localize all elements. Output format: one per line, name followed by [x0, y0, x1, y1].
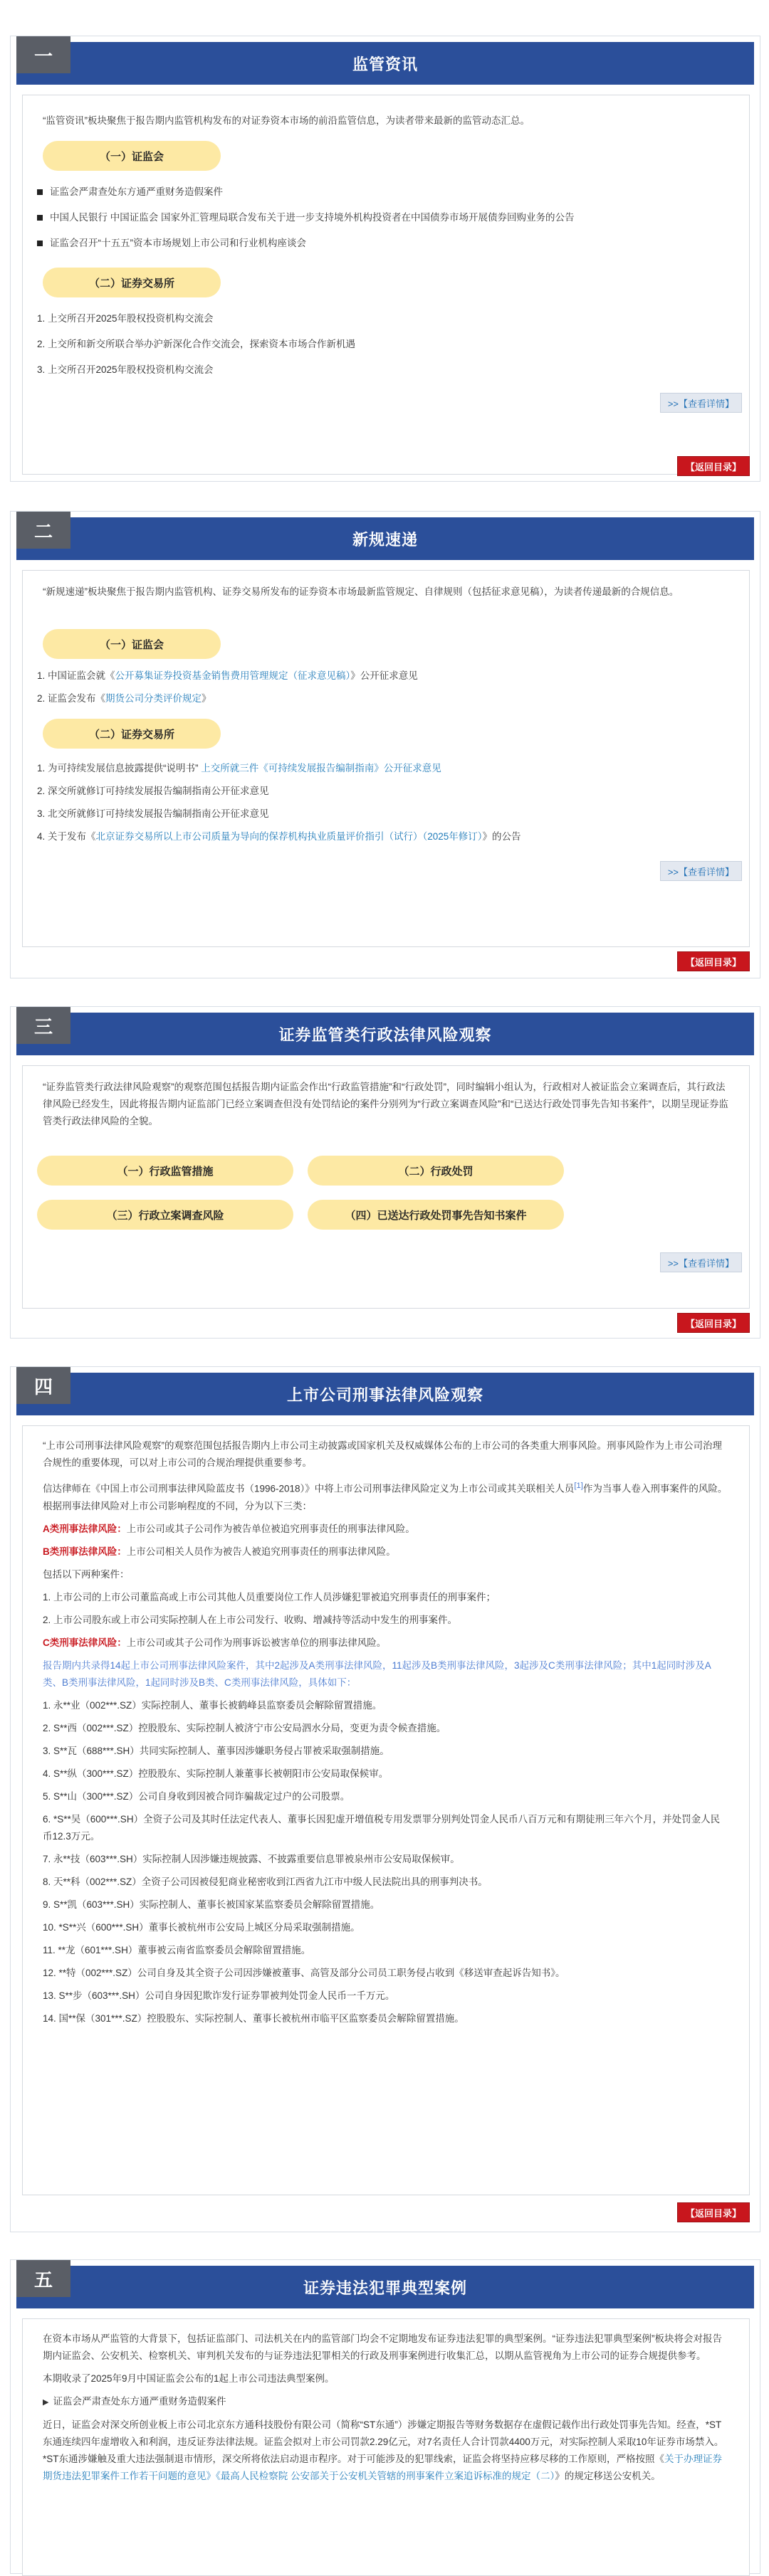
subsection-pill: （二）证券交易所 — [43, 719, 221, 749]
case-link[interactable]: 关于办理证券期货违法犯罪案件工作若干问题的意见》《最高人民检察院 公安部关于公安机关管辖的刑事案件立案追诉标准的规定（二） — [43, 2454, 723, 2481]
category-text: 上市公司或其子公司作为被告单位被追究刑事责任的刑事法律风险。 — [126, 1523, 415, 1534]
section-intro: “上市公司刑事法律风险观察”的观察范围包括报告期内上市公司主动披露或国家机关及权威媒体公布的上市公司的各类重大刑事风险。刑事风险作为上市公司治理合规性的重要体现，可以对上市公司的合规治理提供重要参考。 — [43, 1440, 722, 1468]
category-text: 上市公司或其子公司作为刑事诉讼被害单位的刑事法律风险。 — [126, 1637, 387, 1648]
subsection-pill[interactable]: （四）已送达行政处罚事先告知书案件 — [308, 1200, 564, 1230]
section-intro: “证券监管类行政法律风险观察”的观察范围包括报告期内证监会作出“行政监管措施”和“行政处罚”，同时编辑小组认为，行政相对人被证监会立案调查后，其行政法律风险已经发生，因此将报告期内证监部门已经立案调查但没有处罚结论的案件分别列为“行政立案调查风险”和“已送达行政处罚事先告知书案件”，以期呈现证券监管类行政法律风险的全貌。 — [43, 1082, 728, 1126]
subsection-pill[interactable]: （一）行政监管措施 — [37, 1156, 293, 1186]
rule-text: 1. 为可持续发展信息披露提供“说明书” — [37, 763, 202, 774]
section-title: 证券监管类行政法律风险观察 — [278, 1025, 492, 1044]
news-item[interactable]: 中国人民银行 中国证监会 国家外汇管理局联合发布关于进一步支持境外机构投资者在中国债券市场开展债券回购业务的公告 — [37, 209, 735, 226]
section-typical-cases — [10, 2259, 760, 2574]
category-label: B类刑事法律风险： — [43, 1546, 127, 1557]
case-item[interactable]: 9. S**凯（603***.SH）实际控制人、董事长被国家某监察委员会解除留置措施。 — [43, 1899, 380, 1910]
rule-link[interactable]: 公开募集证券投资基金销售费用管理规定（征求意见稿） — [115, 670, 351, 681]
news-item[interactable]: 证监会严肃查处东方通严重财务造假案件 — [37, 184, 735, 201]
view-details-button[interactable]: >>【查看详情】 — [660, 393, 742, 413]
section-number: 二 — [16, 512, 70, 549]
subsection-pill[interactable]: （三）行政立案调查风险 — [37, 1200, 293, 1230]
section-number: 一 — [16, 36, 70, 73]
rule-item[interactable] — [37, 690, 735, 707]
subsection-pill: （一）证监会 — [43, 629, 221, 659]
case-title[interactable] — [43, 2393, 729, 2411]
rule-item[interactable]: 3. 北交所就修订可持续发展报告编制指南公开征求意见 — [37, 808, 269, 819]
case-item[interactable]: 5. S**山（300***.SZ）公司自身收到因被合同诈骗裁定过户的公司股票。 — [43, 1790, 350, 1802]
case-item[interactable]: 3. S**瓦（688***.SH）共同实际控制人、董事因涉嫌职务侵占罪被采取强制措施。 — [43, 1745, 389, 1756]
section-header — [16, 1373, 754, 1415]
back-to-toc-button[interactable]: 【返回目录】 — [677, 1313, 750, 1333]
summary-paragraph: 报告期内共录得14起上市公司刑事法律风险案件，其中2起涉及A类刑事法律风险，11起涉及B类刑事法律风险，3起涉及C类刑事法律风险；其中1起同时涉及A类、B类刑事法律风险，1起同时涉及B类、C类刑事法律风险，具体如下： — [43, 1659, 711, 1688]
section-content — [22, 2318, 750, 2576]
case-item[interactable]: 2. S**西（002***.SZ）控股股东、实际控制人被济宁市公安局泗水分局，变更为责令候查措施。 — [43, 1722, 446, 1733]
section-content — [22, 570, 750, 947]
news-item[interactable]: 证监会召开“十五五”资本市场规划上市公司和行业机构座谈会 — [37, 235, 735, 252]
case-item[interactable]: 12. **特（002***.SZ）公司自身及其全资子公司因涉嫌被董事、高管及部分公司员工职务侵占收到《移送审查起诉告知书》。 — [43, 1967, 565, 1978]
category-b — [43, 1543, 729, 1561]
section-body — [43, 1437, 729, 2033]
section-intro: 在资本市场从严监管的大背景下，包括证监部门、司法机关在内的监管部门均会不定期地发布证券违法犯罪的典型案例。“证券违法犯罪典型案例”板块将会对报告期内证监会、公安机关、检察机关、审判机关发布的与证券违法犯罪相关的行政及刑事案例进行收集汇总，以期从监管视角为上市公司的证券合规提供参考。 — [43, 2333, 722, 2361]
case-item[interactable]: 11. **龙（601***.SH）董事被云南省监察委员会解除留置措施。 — [43, 1944, 311, 1955]
case-item[interactable]: 7. 永**技（603***.SH）实际控制人因涉嫌违规披露、不披露重要信息罪被泉州市公安局取保候审。 — [43, 1853, 460, 1864]
category-b-case: 2. 上市公司股东或上市公司实际控制人在上市公司发行、收购、增减持等活动中发生的刑事案件。 — [43, 1614, 458, 1625]
section-new-rules — [10, 511, 760, 978]
section-header — [16, 517, 754, 560]
paragraph-text: 作为当事人卷入刑事案件的风险。根据刑事法律风险对上市公司影响程度的不同，分为以下三类： — [43, 1483, 728, 1511]
subsection-pill: （一）证监会 — [43, 141, 221, 171]
section-title: 上市公司刑事法律风险观察 — [286, 1385, 483, 1404]
section-admin-risk — [10, 1006, 760, 1339]
category-text: 上市公司相关人员作为被告人被追究刑事责任的刑事法律风险。 — [126, 1546, 396, 1557]
category-a — [43, 1521, 729, 1538]
view-details-button[interactable]: >>【查看详情】 — [660, 1252, 742, 1272]
rule-text: 》 — [202, 693, 211, 704]
rule-item[interactable]: 2. 深交所就修订可持续发展报告编制指南公开征求意见 — [37, 786, 269, 796]
category-c — [43, 1635, 729, 1652]
section-intro: “新规速递”板块聚焦于报告期内监管机构、证券交易所发布的证券资本市场最新监管规定、自律规则（包括征求意见稿），为读者传递最新的合规信息。 — [43, 586, 679, 597]
back-to-toc-button[interactable]: 【返回目录】 — [677, 456, 750, 476]
section-number: 五 — [16, 2260, 70, 2297]
news-item[interactable]: 1. 上交所召开2025年股权投资机构交流会 — [37, 313, 214, 324]
triangle-bullet-icon: ▶ — [43, 2398, 49, 2407]
section-title: 新规速递 — [352, 530, 418, 549]
case-item[interactable]: 14. 国**保（301***.SZ）控股股东、实际控制人、董事长被杭州市临平区监察委员会解除留置措施。 — [43, 2012, 464, 2024]
section-title: 监管资讯 — [352, 55, 418, 73]
back-to-toc-button[interactable]: 【返回目录】 — [677, 951, 750, 971]
case-text: 》的规定移送公安机关。 — [555, 2471, 661, 2481]
section-regulatory-news — [10, 36, 760, 482]
rule-text: 》的公告 — [482, 831, 521, 842]
section-header — [16, 42, 754, 85]
rule-item[interactable] — [37, 760, 735, 777]
case-item[interactable]: 6. *S**吴（600***.SH）全资子公司及其时任法定代表人、董事长因犯虚开增值税专用发票罪分别判处罚金人民币八百万元和有期徒刑三年六个月，并处罚金人民币12.3万元。 — [43, 1813, 721, 1842]
section-number: 三 — [16, 1007, 70, 1044]
section-intro: “监管资讯”板块聚焦于报告期内监管机构发布的对证券资本市场的前沿监管信息，为读者带来最新的监管动态汇总。 — [43, 115, 530, 126]
section-header — [16, 1013, 754, 1055]
case-title-text: 证监会严肃查处东方通严重财务造假案件 — [53, 2396, 226, 2407]
case-body — [43, 2417, 729, 2485]
section-criminal-risk — [10, 1366, 760, 2232]
section-content — [22, 1065, 750, 1309]
section-body — [43, 2330, 729, 2485]
case-item[interactable]: 1. 永**业（002***.SZ）实际控制人、董事长被鹤峰县监察委员会解除留置措施。 — [43, 1699, 382, 1711]
section-intro-2: 本期收录了2025年9月中国证监会公布的1起上市公司违法典型案例。 — [43, 2373, 335, 2384]
section-header — [16, 2266, 754, 2308]
footnote-ref[interactable]: [1] — [574, 1482, 583, 1490]
subsection-pill: （二）证券交易所 — [43, 268, 221, 297]
rule-text: 4. 关于发布《 — [37, 831, 96, 842]
definition-paragraph — [43, 1477, 729, 1515]
section-title: 证券违法犯罪典型案例 — [303, 2279, 467, 2297]
paragraph-text: 信达律师在《中国上市公司刑事法律风险蓝皮书（1996-2018）》中将上市公司刑事法律风险定义为上市公司或其关联相关人员 — [43, 1483, 575, 1494]
case-item[interactable]: 13. S**步（603***.SH）公司自身因犯欺诈发行证券罪被判处罚金人民币一千万元。 — [43, 1990, 395, 2001]
rule-item[interactable] — [37, 828, 735, 845]
news-item[interactable]: 3. 上交所召开2025年股权投资机构交流会 — [37, 364, 214, 375]
section-content — [22, 1425, 750, 2195]
subsection-pill[interactable]: （二）行政处罚 — [308, 1156, 564, 1186]
case-item[interactable]: 10. *S**兴（600***.SH）董事长被杭州市公安局上城区分局采取强制措施。 — [43, 1921, 360, 1933]
case-item[interactable]: 4. S**纵（300***.SZ）控股股东、实际控制人兼董事长被朝阳市公安局取保候审。 — [43, 1768, 389, 1779]
view-details-button[interactable]: >>【查看详情】 — [660, 861, 742, 881]
case-text: 近日，证监会对深交所创业板上市公司北京东方通科技股份有限公司（简称“ST东通”）涉嫌定期报告等财务数据存在虚假记载作出行政处罚事先告知。经查，*ST东通连续四年虚增收入和利润，违反证券法律法规。证监会拟对上市公司罚款2.29亿元，对7名责任人合计罚款4400万元，对实际控制人采取10年证券市场禁入。*ST东通涉嫌触及重大违法强制退市情形，深交所将依法启动退市程序。对于可能涉及的犯罪线索，证监会将坚持应移尽移的工作原则，严格按照《 — [43, 2419, 724, 2464]
case-item[interactable]: 8. 天**科（002***.SZ）全资子公司因被侵犯商业秘密收到江西省九江市中级人民法院出具的刑事判决书。 — [43, 1876, 488, 1887]
rule-link[interactable]: 期货公司分类评价规定 — [105, 693, 202, 704]
category-b-case: 1. 上市公司的上市公司董监高或上市公司其他人员重要岗位工作人员涉嫌犯罪被追究刑事责任的刑事案件； — [43, 1591, 496, 1603]
category-label: C类刑事法律风险： — [43, 1637, 127, 1648]
rule-text: 》公开征求意见 — [350, 670, 418, 681]
category-b-intro: 包括以下两种案件： — [43, 1568, 130, 1580]
back-to-toc-button[interactable]: 【返回目录】 — [677, 2202, 750, 2222]
news-item[interactable]: 2. 上交所和新交所联合举办沪新深化合作交流会，探索资本市场合作新机遇 — [37, 339, 356, 349]
rule-item[interactable] — [37, 667, 735, 685]
rule-link[interactable]: 上交所就三件《可持续发展报告编制指南》公开征求意见 — [201, 763, 441, 774]
category-label: A类刑事法律风险： — [43, 1523, 127, 1534]
section-number: 四 — [16, 1367, 70, 1404]
section-content — [22, 95, 750, 475]
rule-text: 2. 证监会发布《 — [37, 693, 106, 704]
rule-text: 1. 中国证监会就《 — [37, 670, 115, 681]
rule-link[interactable]: 北京证券交易所以上市公司质量为导向的保荐机构执业质量评价指引（试行）（2025年修订） — [95, 831, 483, 842]
